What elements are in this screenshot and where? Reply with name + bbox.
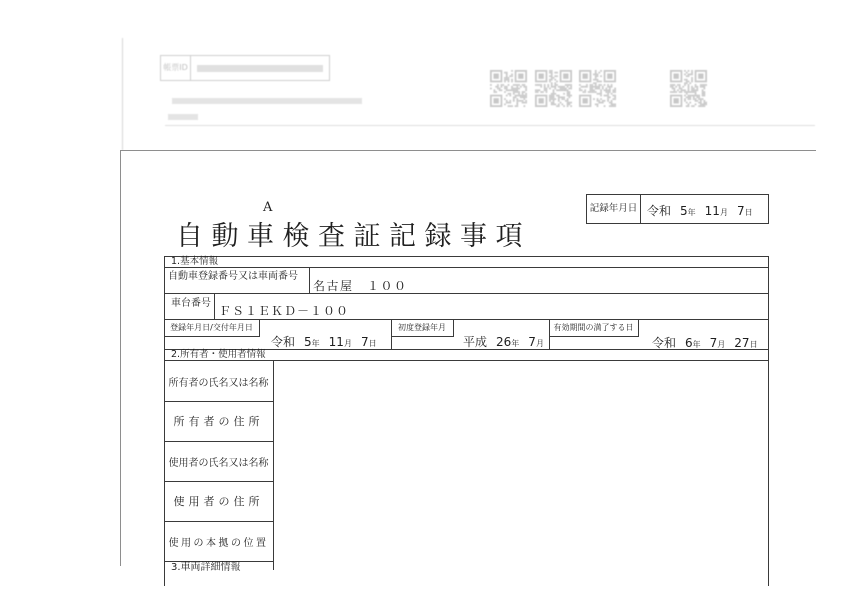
date-year: 26 [496,335,512,349]
date-month: 7 [528,335,536,349]
chassis-number-value: ＦＳ１ＥＫＤ－１００ [219,304,350,318]
date-year-unit: 年 [511,339,520,348]
certificate-sheet [120,150,816,573]
table-rule [164,293,769,294]
user-name-label: 使用者の氏名又は名称 [168,457,269,469]
date-year-unit: 年 [692,340,701,349]
back-sheet-edge [122,38,123,150]
date-day-unit: 日 [749,340,758,349]
form-id-box [160,55,330,81]
first-registration-label: 初度登録年月 [391,319,454,337]
date-month-unit: 月 [719,208,728,217]
owner-name-label: 所有者の氏名又は名称 [168,377,269,389]
user-name-value [274,441,768,481]
date-year: 6 [685,336,693,350]
registration-number-label: 自動車登録番号又は車両番号 [168,271,298,282]
first-registration-value [463,334,544,351]
date-day: 7 [360,335,369,349]
date-era: 令和 [271,335,296,349]
document-title: 自動車検査証記録事項 [176,221,531,252]
date-day-unit: 日 [368,339,377,348]
form-id-value-blurred [197,65,323,72]
date-month: 11 [704,204,720,218]
date-era: 平成 [463,335,488,349]
back-sheet-faint-text [168,114,198,120]
owner-name-value [274,361,768,401]
page-marker: A [263,200,273,215]
table-rule [214,293,215,319]
date-day: 27 [734,336,750,350]
section-heading-owner-user-info: 2.所有者・使用者情報 [171,349,266,360]
date-era: 令和 [647,204,672,218]
owner-address-label: 所有者の住所 [173,415,264,428]
user-address-label: 使用者の住所 [173,495,264,508]
qr-code [535,70,572,107]
date-month-unit: 月 [343,339,352,348]
date-year: 5 [680,204,688,218]
registration-date-value [271,334,377,351]
form-id-label: 帳票ID [161,56,191,80]
record-date-box [586,194,769,224]
table-rule [164,267,769,268]
date-month-unit: 月 [535,339,544,348]
qr-code [579,70,616,107]
date-month: 11 [328,335,344,349]
expiry-date-value [652,335,758,352]
back-sheet [120,38,816,150]
base-location-value [274,521,768,561]
date-day: 7 [736,204,745,218]
date-year-unit: 年 [687,208,696,217]
record-date-value [647,203,753,220]
date-day-unit: 日 [744,208,753,217]
registration-number-value: 名古屋 １００ [313,279,408,293]
owner-address-value [274,401,768,441]
section-heading-vehicle-details: 3.車両詳細情報 [171,562,241,573]
table-rule [309,267,310,293]
section-heading-basic-info: 1.基本情報 [171,256,219,267]
date-year: 5 [304,335,312,349]
date-year-unit: 年 [311,339,320,348]
date-month-unit: 月 [717,340,726,349]
qr-code [670,70,707,107]
expiry-date-label: 有効期間の満了する日 [549,319,639,337]
back-sheet-faint-text [172,98,362,104]
date-era: 令和 [652,336,677,350]
chassis-number-label: 車台番号 [171,298,211,309]
registration-date-label: 登録年月日/交付年月日 [164,319,260,337]
back-sheet-rule [165,125,815,126]
date-month: 7 [709,336,718,350]
user-address-value [274,481,768,521]
qr-code [490,70,527,107]
base-location-label: 使用の本拠の位置 [168,537,269,549]
record-date-label: 記録年月日 [587,195,641,223]
